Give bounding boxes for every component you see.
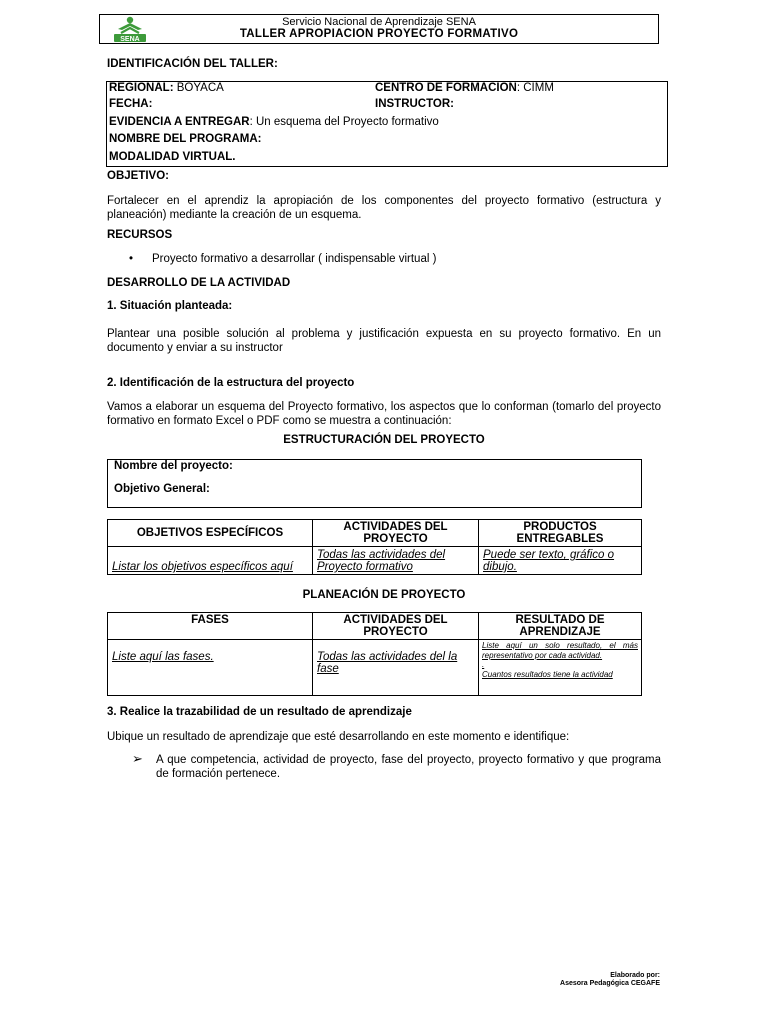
- section-1-text: Plantear una posible solución al problema y justificación expuesta en su proyecto formativo. En un documento y enviar a su instructor: [107, 328, 661, 354]
- table-cell: Listar los objetivos específicos aquí: [108, 547, 313, 575]
- table-header: RESULTADO DE APRENDIZAJE: [479, 613, 642, 640]
- table-header: PRODUCTOS ENTREGABLES: [479, 520, 642, 547]
- resultado-line-2: Cuantos resultados tiene la actividad: [482, 669, 613, 679]
- fecha-label: FECHA:: [109, 98, 153, 110]
- programa-label: NOMBRE DEL PROGRAMA:: [109, 133, 262, 145]
- footer-line-1: Elaborado por:: [610, 972, 660, 979]
- table-cell: Puede ser texto, gráfico o dibujo.: [479, 547, 642, 575]
- section-2-text: Vamos a elaborar un esquema del Proyecto formativo, los aspectos que lo conforman (tomarlo del proyecto formativo en formato Excel o PDF como se muestra a continuación:: [107, 401, 661, 427]
- regional-row: [109, 82, 224, 94]
- planeacion-title: PLANEACIÓN DE PROYECTO: [302, 589, 466, 601]
- footer: [560, 972, 660, 988]
- table-cell: Todas las actividades del Proyecto formativo: [313, 547, 479, 575]
- table-header: OBJETIVOS ESPECÍFICOS: [108, 520, 313, 547]
- section-3-text: Ubique un resultado de aprendizaje que esté desarrollando en este momento e identifique:: [107, 731, 570, 743]
- modalidad-label: MODALIDAD VIRTUAL.: [109, 151, 236, 163]
- nombre-proyecto-label: Nombre del proyecto:: [114, 460, 233, 472]
- project-info-box: [107, 459, 642, 508]
- arrow-bullet-icon: ➢: [132, 751, 143, 766]
- table-header: ACTIVIDADES DEL PROYECTO: [313, 613, 479, 640]
- objetivo-text: Fortalecer en el aprendiz la apropiación de los componentes del proyecto formativo (estructura y planeación) mediante la creación de un esquema.: [107, 195, 661, 221]
- recursos-bullet: •: [129, 253, 134, 265]
- section-3-item: A que competencia, actividad de proyecto, fase del proyecto, proyecto formativo y que programa de formación pertenece.: [156, 754, 661, 780]
- table-header: FASES: [108, 613, 313, 640]
- table-cell: Todas las actividades del la fase: [313, 640, 479, 696]
- sena-logo-text: SENA: [120, 36, 140, 43]
- identification-title: IDENTIFICACIÓN DEL TALLER:: [107, 58, 278, 70]
- regional-label: REGIONAL:: [109, 82, 174, 94]
- footer-line-2: Asesora Pedagógica CEGAFE: [560, 980, 660, 987]
- centro-label: CENTRO DE FORMACION: [375, 82, 517, 94]
- identification-box: [106, 81, 668, 167]
- table-row: [108, 640, 642, 696]
- objetivo-general-label: Objetivo General:: [114, 483, 210, 495]
- objetivo-title: OBJETIVO:: [107, 170, 169, 182]
- recursos-item: Proyecto formativo a desarrollar ( indispensable virtual ): [152, 253, 437, 265]
- regional-value: BOYACA: [173, 82, 224, 94]
- table-row: [108, 613, 642, 640]
- evidencia-label: EVIDENCIA A ENTREGAR: [109, 116, 250, 128]
- resultado-line-1: Liste aquí un solo resultado, el más representativo por cada actividad.: [482, 641, 638, 660]
- recursos-title: RECURSOS: [107, 229, 173, 241]
- estructuracion-title: ESTRUCTURACIÓN DEL PROYECTO: [283, 434, 485, 446]
- section-2-title: 2. Identificación de la estructura del proyecto: [107, 377, 355, 389]
- header-institution: Servicio Nacional de Aprendizaje SENA: [282, 16, 476, 28]
- table-header: ACTIVIDADES DEL PROYECTO: [313, 520, 479, 547]
- section-3-title: 3. Realice la trazabilidad de un resultado de aprendizaje: [107, 706, 412, 718]
- centro-row: [375, 82, 554, 94]
- section-1-title: 1. Situación planteada:: [107, 300, 233, 312]
- planeacion-table: [107, 612, 642, 696]
- centro-value: : CIMM: [516, 82, 554, 94]
- evidencia-row: [109, 116, 439, 128]
- table-cell: Liste aquí las fases.: [108, 640, 313, 696]
- evidencia-value: : Un esquema del Proyecto formativo: [249, 116, 439, 128]
- table-row: [108, 547, 642, 575]
- resultado-dot: .: [482, 660, 485, 669]
- desarrollo-title: DESARROLLO DE LA ACTIVIDAD: [107, 277, 291, 289]
- estructuracion-table: [107, 519, 642, 575]
- instructor-label: INSTRUCTOR:: [375, 98, 455, 110]
- table-row: [108, 520, 642, 547]
- resultado-cell: [479, 640, 642, 696]
- header-title: TALLER APROPIACION PROYECTO FORMATIVO: [239, 28, 519, 40]
- document-header: [99, 14, 659, 44]
